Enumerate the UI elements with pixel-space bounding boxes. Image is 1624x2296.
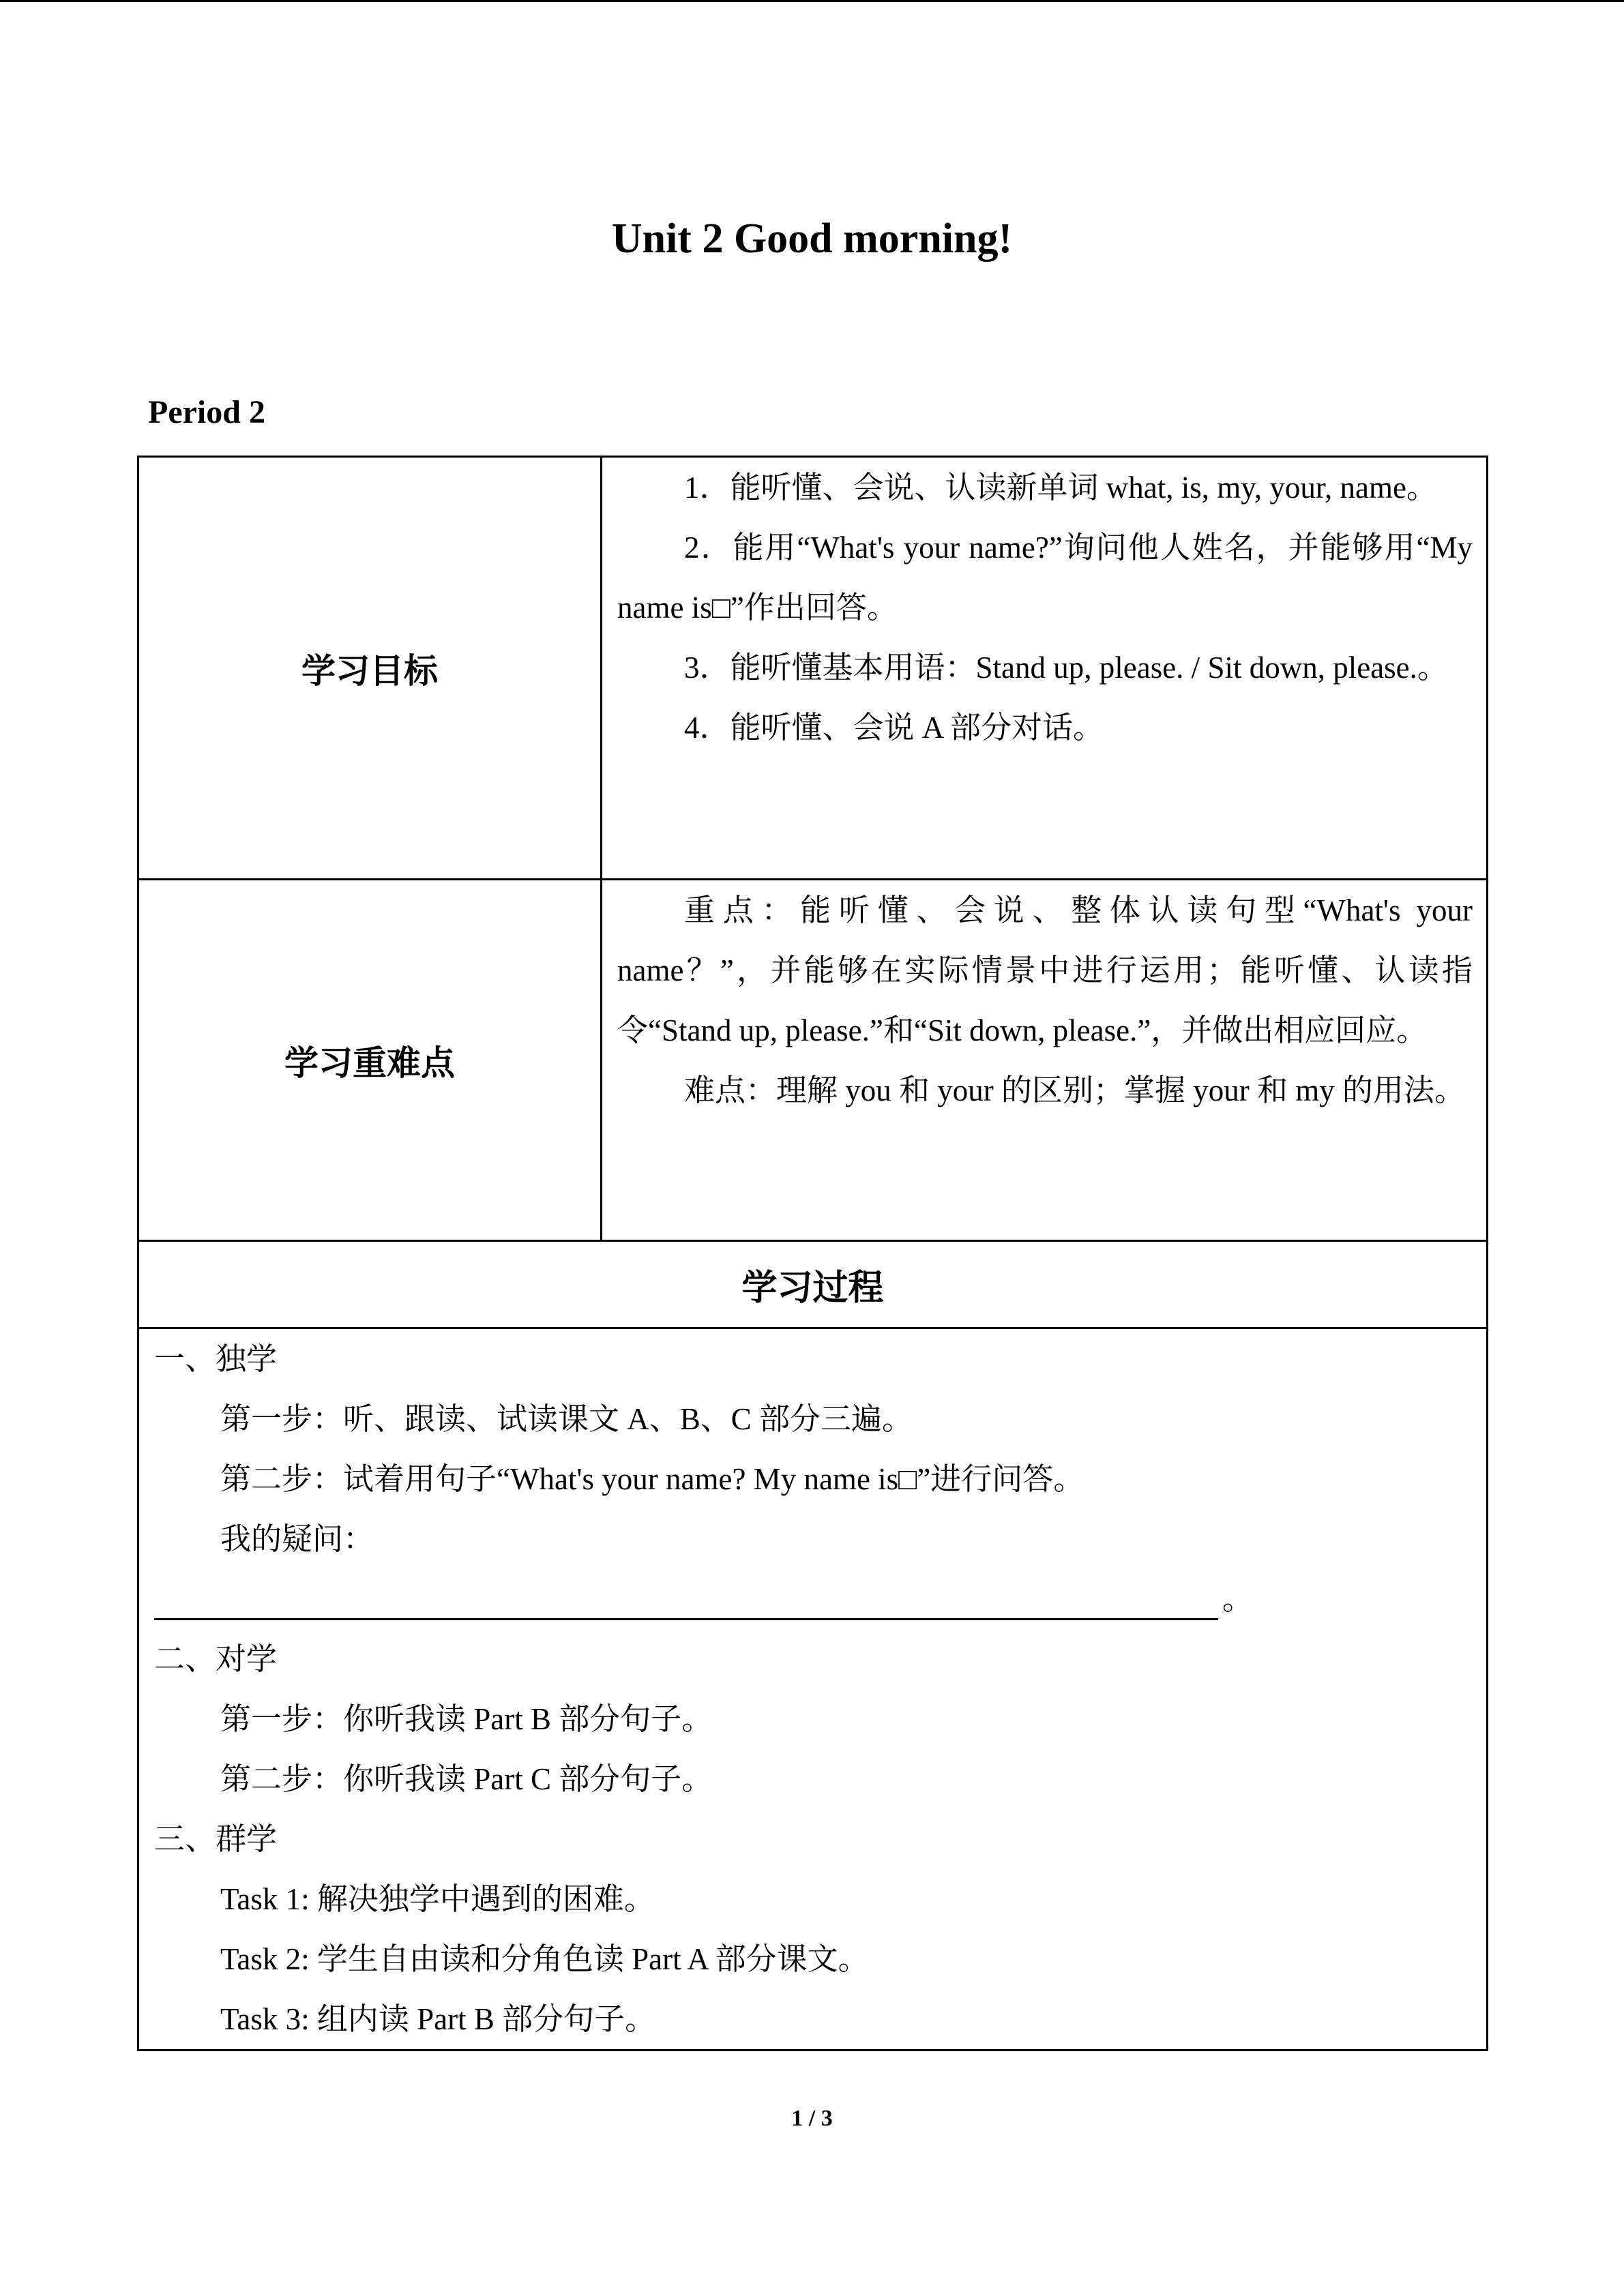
lesson-plan-table <box>137 456 1488 2051</box>
task-item: Task 2: 学生自由读和分角色读 Part A 部分课文。 <box>220 1942 869 1976</box>
step-item: 第一步：你听我读 Part B 部分句子。 <box>220 1702 713 1736</box>
section-heading: 一、独学 <box>154 1342 278 1376</box>
key-point-item: 重点：能听懂、会说、整体认读句型“What's your name？”，并能够在实际情景中进行运用；能听懂、认读指令“Stand up, please.”和“Sit down, please.”，并做出相应回应。 <box>617 893 1473 1047</box>
objectives-content <box>602 457 1488 880</box>
process-header: 学习过程 <box>138 1241 1488 1328</box>
section-heading: 二、对学 <box>154 1642 278 1676</box>
step-item: 第二步：你听我读 Part C 部分句子。 <box>220 1762 713 1796</box>
top-border-rule <box>0 0 1624 2</box>
objectives-label: 学习目标 <box>138 457 602 880</box>
objective-item: 3．能听懂基本用语：Stand up, please. / Sit down, please.。 <box>684 651 1448 685</box>
key-points-row <box>138 880 1488 1241</box>
key-points-label: 学习重难点 <box>138 880 602 1241</box>
process-body-row <box>138 1328 1488 2051</box>
process-content <box>138 1328 1488 2051</box>
objective-item: 4．能听懂、会说 A 部分对话。 <box>684 711 1104 745</box>
step-item: 第二步：试着用句子“What's your name? My name is□”进行问答。 <box>220 1462 1084 1496</box>
document-title: Unit 2 Good morning! <box>611 215 1013 262</box>
step-item: 第一步：听、跟读、试读课文 A、B、C 部分三遍。 <box>220 1402 913 1436</box>
section-heading: 三、群学 <box>154 1822 278 1856</box>
task-item: Task 1: 解决独学中遇到的困难。 <box>220 1882 655 1916</box>
question-answer-line[interactable] <box>154 1569 1486 1629</box>
task-item: Task 3: 组内读 Part B 部分句子。 <box>220 2002 656 2036</box>
difficult-point-item: 难点：理解 you 和 your 的区别；掌握 your 和 my 的用法。 <box>684 1073 1465 1107</box>
objective-item: 2．能用“What's your name?”询问他人姓名，并能够用“My name is□”作出回答。 <box>617 531 1473 625</box>
blank-end-mark: 。 <box>1222 1582 1254 1616</box>
blank-underline <box>154 1618 1218 1620</box>
objective-item: 1．能听懂、会说、认读新单词 what, is, my, your, name。 <box>684 471 1437 505</box>
period-label: Period 2 <box>148 394 265 430</box>
page-number: 1 / 3 <box>791 2106 833 2131</box>
question-label: 我的疑问： <box>220 1522 374 1556</box>
objectives-row <box>138 457 1488 880</box>
key-points-content <box>602 880 1488 1241</box>
process-header-row <box>138 1241 1488 1328</box>
